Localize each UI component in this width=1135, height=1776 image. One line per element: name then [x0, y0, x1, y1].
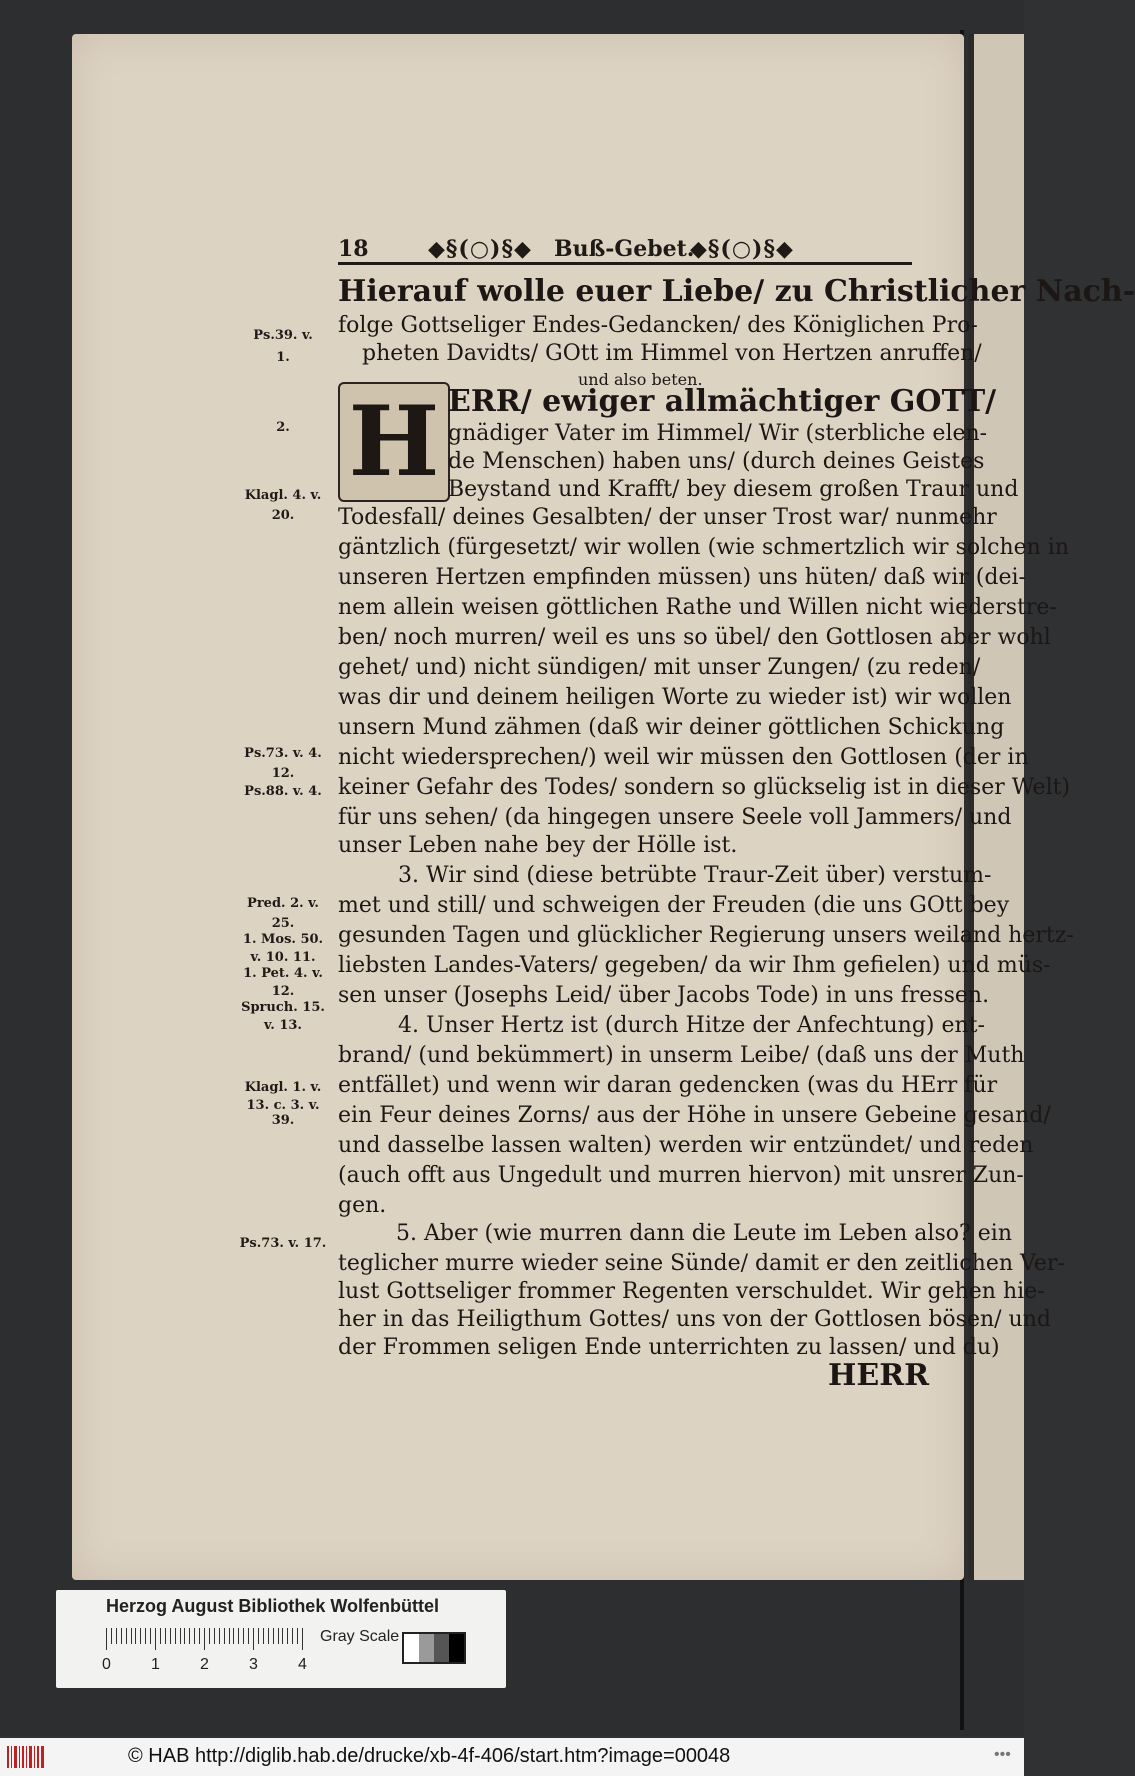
ruler-tick [292, 1628, 293, 1644]
text-line: gnädiger Vater im Himmel/ Wir (sterbliche elen- [448, 421, 988, 446]
text-line: gäntzlich (fürgesetzt/ wir wollen (wie schmertzlich wir solchen in [338, 535, 1070, 560]
ruler-tick [131, 1628, 132, 1644]
color-scale-card [56, 1590, 506, 1688]
header-ornament-right: ◆§(○)§◆ [690, 236, 794, 262]
margin-note: Klagl. 4. v. [244, 488, 322, 503]
library-name: Herzog August Bibliothek Wolfenbüttel [106, 1596, 439, 1616]
ruler-tick [106, 1628, 107, 1650]
scale-number: 1 [151, 1656, 160, 1673]
ruler-tick [253, 1628, 254, 1650]
gray-step [419, 1634, 434, 1662]
text-line: nicht wiedersprechen/) weil wir müssen den Gottlosen (der in [338, 745, 1029, 770]
text-line: gehet/ und) nicht sündigen/ mit unser Zungen/ (zu reden/ [338, 655, 981, 680]
ruler-tick [297, 1628, 298, 1644]
margin-note: Ps.39. v. [253, 328, 313, 343]
text-line: was dir und deinem heiligen Worte zu wieder ist) wir wollen [338, 685, 1012, 710]
ruler-tick [243, 1628, 244, 1644]
margin-note: 12. [271, 766, 295, 781]
ruler-tick [135, 1628, 136, 1644]
ruler-tick [229, 1628, 230, 1644]
margin-note: Pred. 2. v. [247, 896, 319, 911]
text-line: HERR [828, 1358, 930, 1393]
header-rule [338, 262, 912, 265]
ruler-tick [175, 1628, 176, 1644]
text-line: keiner Gefahr des Todes/ sondern so glückselig ist in dieser Welt) [338, 775, 1071, 800]
margin-note: 20. [271, 508, 295, 523]
ruler-tick [204, 1628, 205, 1650]
margin-note: Klagl. 1. v. [244, 1080, 322, 1095]
scale-number: 0 [102, 1656, 111, 1673]
text-line: Beystand und Krafft/ bey diesem großen Traur und [448, 477, 1019, 502]
text-line: de Menschen) haben uns/ (durch deines Geistes [448, 449, 985, 474]
text-line: gen. [338, 1193, 387, 1218]
ruler-tick [121, 1628, 122, 1644]
text-line: 3. Wir sind (diese betrübte Traur-Zeit über) verstum- [398, 863, 992, 888]
ruler-tick [184, 1628, 185, 1644]
source-url[interactable]: © HAB http://diglib.hab.de/drucke/xb-4f-406/start.htm?image=00048 [128, 1745, 731, 1767]
ruler-tick [160, 1628, 161, 1644]
ruler-tick [150, 1628, 151, 1644]
text-line: folge Gottseliger Endes-Gedancken/ des Königlichen Pro- [338, 313, 978, 338]
text-line: nem allein weisen göttlichen Rathe und Willen nicht wiederstre- [338, 595, 1057, 620]
ruler-tick [111, 1628, 112, 1644]
text-line: ein Feur deines Zorns/ aus der Höhe in unsere Gebeine gesand/ [338, 1103, 1051, 1128]
ruler-tick [302, 1628, 303, 1650]
text-line: unser Leben nahe bey der Hölle ist. [338, 833, 738, 858]
text-line: brand/ (und bekümmert) in unserm Leibe/ (daß uns der Muth [338, 1043, 1025, 1068]
text-line: sen unser (Josephs Leid/ über Jacobs Tode) in uns fressen. [338, 983, 990, 1008]
scale-number: 4 [298, 1656, 307, 1673]
ruler-tick [170, 1628, 171, 1644]
text-line: unseren Hertzen empfinden müssen) uns hüten/ daß wir (dei- [338, 565, 1026, 590]
margin-note: Ps.88. v. 4. [244, 784, 322, 799]
margin-note: 13. c. 3. v. 39. [246, 1098, 320, 1128]
running-header [338, 236, 912, 260]
margin-note: 2. [276, 420, 290, 435]
gray-scale-label: Gray Scale [320, 1628, 400, 1645]
decorated-initial: H [338, 382, 450, 502]
text-line: lust Gottseliger frommer Regenten verschuldet. Wir gehen hie- [338, 1279, 1045, 1304]
ruler-tick [248, 1628, 249, 1644]
ruler-tick [189, 1628, 190, 1644]
ruler-tick [224, 1628, 225, 1644]
ruler-tick [238, 1628, 239, 1644]
gray-step [434, 1634, 449, 1662]
text-line: ben/ noch murren/ weil es uns so übel/ den Gottlosen aber wohl [338, 625, 1051, 650]
ruler-tick [214, 1628, 215, 1644]
ruler-tick [233, 1628, 234, 1644]
gray-step [404, 1634, 419, 1662]
margin-note: Ps.73. v. 17. [239, 1236, 327, 1251]
page-number: 18 [338, 236, 369, 262]
text-line: her in das Heiligthum Gottes/ uns von der Gottlosen bösen/ und [338, 1307, 1051, 1332]
more-icon[interactable]: ••• [994, 1746, 1011, 1763]
barcode-icon [6, 1745, 46, 1769]
gray-scale-swatch [402, 1632, 466, 1664]
margin-note: 1. Pet. 4. v. [243, 966, 323, 981]
ruler-tick [209, 1628, 210, 1644]
text-line: met und still/ und schweigen der Freuden (die uns GOtt bey [338, 893, 1010, 918]
ruler-tick [268, 1628, 269, 1644]
text-line: der Frommen seligen Ende unterrichten zu lassen/ und du) [338, 1335, 1000, 1360]
gray-step [449, 1634, 464, 1662]
ruler-tick [273, 1628, 274, 1644]
text-line: gesunden Tagen und glücklicher Regierung unsers weiland hertz- [338, 923, 1074, 948]
ruler-tick [155, 1628, 156, 1650]
text-line: 4. Unser Hertz ist (durch Hitze der Anfechtung) ent- [398, 1013, 985, 1038]
ruler-tick [165, 1628, 166, 1644]
margin-note: 12. [271, 984, 295, 999]
ruler-tick [219, 1628, 220, 1644]
margin-note: Spruch. 15. [241, 1000, 325, 1015]
text-line: Hierauf wolle euer Liebe/ zu Christlicher Nach- [338, 274, 1135, 309]
ruler-tick [116, 1628, 117, 1644]
text-line: 5. Aber (wie murren dann die Leute im Leben also? ein [396, 1221, 1012, 1246]
header-title: Buß-Gebet. [554, 236, 695, 262]
text-line: ERR/ ewiger allmächtiger GOTT/ [448, 384, 997, 419]
ruler-tick [282, 1628, 283, 1644]
text-line: teglicher murre wieder seine Sünde/ damit er den zeitlichen Ver- [338, 1251, 1065, 1276]
ruler-tick [263, 1628, 264, 1644]
ruler-tick [194, 1628, 195, 1644]
text-line: und dasselbe lassen walten) werden wir entzündet/ und reden [338, 1133, 1034, 1158]
ruler-tick [126, 1628, 127, 1644]
ruler-tick [258, 1628, 259, 1644]
text-line: unsern Mund zähmen (daß wir deiner göttlichen Schickung [338, 715, 1005, 740]
margin-note: Ps.73. v. 4. [244, 746, 322, 761]
ruler-tick [180, 1628, 181, 1644]
scale-number: 3 [249, 1656, 258, 1673]
status-bar [0, 1738, 1024, 1776]
text-line: pheten Davidts/ GOtt im Himmel von Hertzen anruffen/ [362, 341, 982, 366]
text-line: und also beten. [578, 370, 703, 389]
text-line: (auch offt aus Ungedult und murren hiervon) mit unsrer Zun- [338, 1163, 1024, 1188]
scale-number: 2 [200, 1656, 209, 1673]
header-ornament-left: ◆§(○)§◆ [428, 236, 532, 262]
margin-note: 25. [271, 916, 295, 931]
text-line: für uns sehen/ (da hingegen unsere Seele voll Jammers/ und [338, 805, 1012, 830]
margin-note: v. 10. 11. [250, 950, 316, 965]
ruler-tick [199, 1628, 200, 1644]
ruler-tick [287, 1628, 288, 1644]
margin-note: 1. Mos. 50. [242, 932, 324, 947]
ruler-tick [278, 1628, 279, 1644]
ruler-tick [140, 1628, 141, 1644]
margin-note: v. 13. [264, 1018, 302, 1033]
margin-note: 1. [276, 350, 290, 365]
text-line: entfället) und wenn wir daran gedencken (was du HErr für [338, 1073, 998, 1098]
text-line: liebsten Landes-Vaters/ gegeben/ da wir Ihm gefielen) und müs- [338, 953, 1051, 978]
text-line: Todesfall/ deines Gesalbten/ der unser Trost war/ nunmehr [338, 505, 997, 530]
ruler-tick [145, 1628, 146, 1644]
